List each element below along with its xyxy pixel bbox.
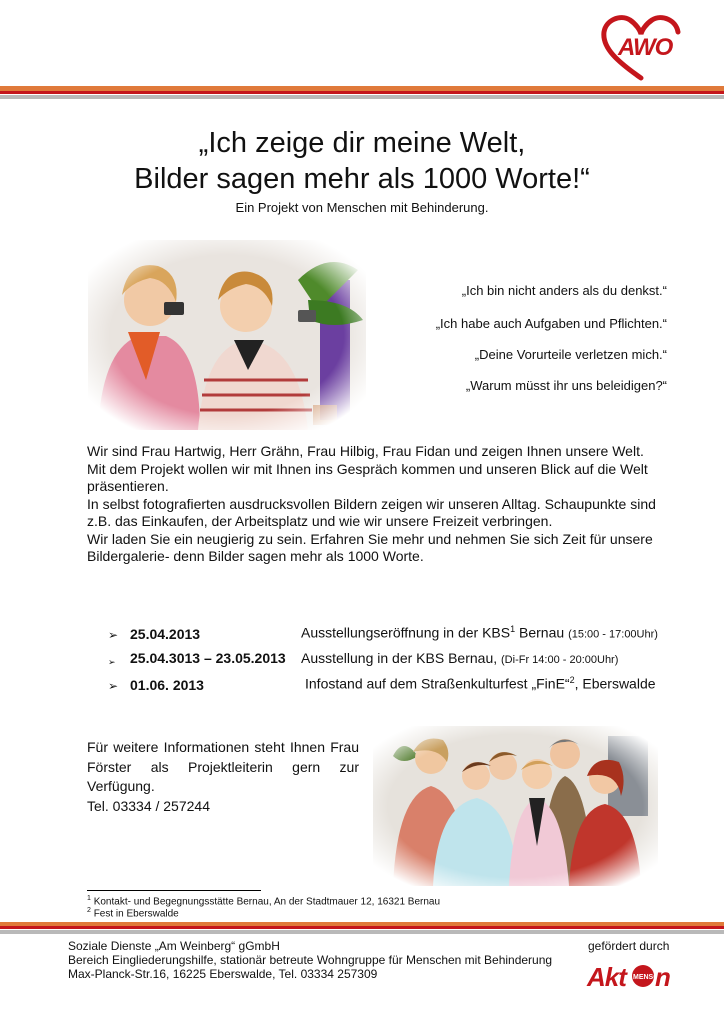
event-1 <box>108 626 118 642</box>
footer-stripe-red <box>0 926 724 929</box>
footnote-2 <box>87 907 179 919</box>
svg-text:MENSCH: MENSCH <box>633 974 664 981</box>
event-1-text2: Bernau <box>515 624 569 641</box>
event-1-footnote-ref: 1 <box>510 624 516 634</box>
aktion-mensch-logo <box>585 958 683 992</box>
event-2-date: 25.04.3013 – 23.05.2013 <box>130 650 286 666</box>
quote-3: „Deine Vorurteile verletzen mich.“ <box>474 347 667 362</box>
event-1-text: Ausstellungseröffnung in der KBS <box>301 624 511 641</box>
event-1-description <box>301 624 658 641</box>
intro-paragraph-2: Mit dem Projekt wollen wir mit Ihnen ins Gespräch kommen und unseren Blick auf die Welt präsentieren. <box>87 460 648 494</box>
event-2 <box>108 652 116 668</box>
event-1-date: 25.04.2013 <box>130 626 201 642</box>
page-title-line2: Bilder sagen mehr als 1000 Worte!“ <box>134 163 590 195</box>
footer-stripe-gray <box>0 930 724 934</box>
event-2-time: (Di-Fr 14:00 - 20:00Uhr) <box>501 654 619 666</box>
arrow-bullet-icon: ➢ <box>108 657 116 667</box>
contact-info <box>87 738 359 816</box>
intro-paragraph-3: In selbst fotografierten ausdrucksvollen Bildern zeigen wir unseren Alltag. Schaupunkte sind z.B. das Einkaufen, der Arbeitsplatz und wie wir unsere Freizeit verbringen. <box>87 495 656 529</box>
arrow-bullet-icon: ➢ <box>108 628 119 642</box>
photo-women-with-cameras <box>88 240 366 430</box>
intro-text <box>87 443 667 566</box>
awo-logo-text: AWO <box>618 34 673 61</box>
page-subtitle: Ein Projekt von Menschen mit Behinderung. <box>235 200 489 215</box>
svg-text:Akt: Akt <box>587 962 626 992</box>
intro-paragraph-1: Wir sind Frau Hartwig, Herr Grähn, Frau Hilbig, Frau Fidan und zeigen Ihnen unsere Welt. <box>87 443 644 459</box>
event-3-text2: , Eberswalde <box>574 675 656 692</box>
photo-group <box>373 726 658 886</box>
footnote-2-text: Fest in Eberswalde <box>93 908 179 920</box>
event-3 <box>108 677 118 693</box>
footnote-1-number: 1 <box>87 895 91 902</box>
event-3-text: Infostand auf dem Straßenkulturfest „FinE“ <box>305 675 570 692</box>
footer-address: Max-Planck-Str.16, 16225 Eberswalde, Tel. 03334 257309 <box>68 967 378 981</box>
header-stripe-red <box>0 91 724 94</box>
quote-1: „Ich bin nicht anders als du denkst.“ <box>461 283 667 298</box>
footnote-divider <box>87 890 261 891</box>
footer-sponsor-label: gefördert durch <box>588 939 670 953</box>
contact-text: Für weitere Informationen steht Ihnen Frau Förster als Projektleiterin gern zur Verfügung. <box>87 739 359 794</box>
header-stripe-gray <box>0 95 724 99</box>
event-3-date: 01.06. 2013 <box>130 677 204 693</box>
footer-department: Bereich Eingliederungshilfe, stationär betreute Wohngruppe für Menschen mit Behinderung <box>68 953 553 967</box>
contact-phone: Tel. 03334 / 257244 <box>87 797 210 814</box>
footnote-2-number: 2 <box>87 907 91 914</box>
event-1-time: (15:00 - 17:00Uhr) <box>568 628 658 641</box>
quote-2: „Ich habe auch Aufgaben und Pflichten.“ <box>435 316 667 331</box>
footer-organization: Soziale Dienste „Am Weinberg“ gGmbH <box>68 939 280 953</box>
svg-text:n: n <box>655 962 671 992</box>
event-3-footnote-ref: 2 <box>569 675 575 685</box>
page-title-line1: „Ich zeige dir meine Welt, <box>198 127 526 159</box>
event-2-text: Ausstellung in der KBS Bernau, <box>301 650 502 666</box>
event-2-description <box>301 650 618 666</box>
arrow-bullet-icon: ➢ <box>108 679 119 693</box>
intro-paragraph-4: Wir laden Sie ein neugierig zu sein. Erfahren Sie mehr und nehmen Sie sich Zeit für unsere Bildergalerie- denn Bilder sagen mehr als 1000 Worte. <box>87 530 653 564</box>
footnote-1-text: Kontakt- und Begegnungsstätte Bernau, An der Stadtmauer 12, 16321 Bernau <box>93 896 441 908</box>
quote-4: „Warum müsst ihr uns beleidigen?“ <box>465 378 667 393</box>
event-3-description <box>305 675 656 692</box>
footnote-1 <box>87 895 440 907</box>
